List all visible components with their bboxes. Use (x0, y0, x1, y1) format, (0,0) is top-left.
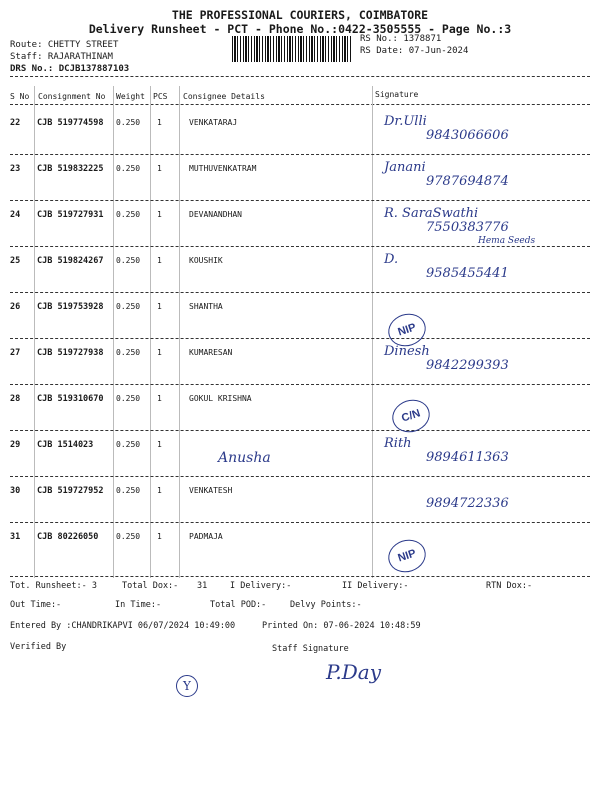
row-weight: 0.250 (116, 348, 141, 357)
column-line (113, 86, 114, 578)
column-line (372, 86, 373, 578)
row-pcs: 1 (157, 394, 162, 403)
row-weight: 0.250 (116, 302, 141, 311)
row-pcs: 1 (157, 118, 162, 127)
tot-runsheet: Tot. Runsheet:- 3 (10, 581, 97, 591)
handwritten-note: Hema Seeds (478, 236, 536, 246)
col-weight: Weight (116, 92, 145, 101)
row-sno: 24 (10, 210, 21, 220)
row-consignment-no: CJB 519727952 (37, 486, 104, 496)
row-weight: 0.250 (116, 486, 141, 495)
row-sno: 30 (10, 486, 21, 496)
row-consignee: DEVANANDHAN (189, 210, 242, 219)
column-line (179, 86, 180, 578)
row-divider (10, 200, 590, 201)
row-weight: 0.250 (116, 118, 141, 127)
circled-mark: Y (176, 675, 198, 697)
handwritten-phone: 9843066606 (426, 128, 509, 143)
row-consignment-no: CJB 519832225 (37, 164, 104, 174)
row-sno: 25 (10, 256, 21, 266)
row-consignment-no: CJB 519753928 (37, 302, 104, 312)
divider (10, 104, 590, 105)
row-pcs: 1 (157, 210, 162, 219)
row-weight: 0.250 (116, 164, 141, 173)
out-time: Out Time:- (10, 600, 62, 610)
row-pcs: 1 (157, 486, 162, 495)
handwritten-phone: 9585455441 (426, 266, 509, 281)
row-consignee: SHANTHA (189, 302, 223, 311)
rs-date: RS Date: 07-Jun-2024 (360, 46, 469, 56)
row-consignment-no: CJB 519774598 (37, 118, 104, 128)
row-sno: 23 (10, 164, 21, 174)
column-line (34, 86, 35, 578)
col-consignee: Consignee Details (183, 92, 265, 101)
row-sno: 22 (10, 118, 21, 128)
row-consignee: VENKATESH (189, 486, 233, 495)
handwritten-phone: 9787694874 (426, 174, 509, 189)
row-consignment-no: CJB 519727931 (37, 210, 104, 220)
row-sno: 29 (10, 440, 21, 450)
divider (10, 76, 590, 77)
row-sno: 31 (10, 532, 21, 542)
handwritten-signature: Janani (384, 160, 426, 175)
row-sno: 27 (10, 348, 21, 358)
nip-stamp: NIP (384, 309, 430, 351)
handwritten-phone: 9842299393 (426, 358, 509, 373)
col-signature: Signature (375, 90, 419, 99)
row-divider (10, 338, 590, 339)
row-divider (10, 384, 590, 385)
row-consignee: PADMAJA (189, 532, 223, 541)
staff-signature: P.Day (326, 660, 382, 684)
rtn-dox: RTN Dox:- (486, 581, 533, 591)
row-sno: 26 (10, 302, 21, 312)
col-sno: S No (10, 92, 30, 101)
handwritten-signature: Dr.Ulli (384, 114, 427, 129)
verified-by: Verified By (10, 642, 67, 652)
rs-number: RS No.: 1378871 (360, 34, 442, 44)
handwritten-phone: 9894722336 (426, 496, 509, 511)
col-consignment: Consignment No (38, 92, 106, 101)
row-divider (10, 522, 590, 523)
column-line (150, 86, 151, 578)
row-weight: 0.250 (116, 440, 141, 449)
nip-stamp: NIP (384, 535, 430, 577)
i-delivery: I Delivery:- (230, 581, 292, 591)
handwritten-phone: 9894611363 (426, 450, 509, 465)
row-consignment-no: CJB 519310670 (37, 394, 104, 404)
row-divider (10, 154, 590, 155)
handwritten-signature: Dinesh (384, 344, 430, 359)
route-label: Route: CHETTY STREET (10, 40, 119, 50)
handwritten-signature: D. (384, 252, 399, 267)
row-consignee: VENKATARAJ (189, 118, 238, 127)
handwritten-signature: Rith (384, 436, 412, 451)
row-pcs: 1 (157, 302, 162, 311)
row-divider (10, 430, 590, 431)
row-consignment-no: CJB 519727938 (37, 348, 104, 358)
row-consignment-no: CJB 1514023 (37, 440, 94, 450)
row-divider (10, 476, 590, 477)
entered-by: Entered By :CHANDRIKAPVI 06/07/2024 10:49:00 (10, 621, 236, 631)
row-consignee: MUTHUVENKATRAM (189, 164, 257, 173)
row-divider (10, 292, 590, 293)
row-pcs: 1 (157, 532, 162, 541)
company-title: THE PROFESSIONAL COURIERS, COIMBATORE (171, 8, 429, 22)
row-consignment-no: CJB 80226050 (37, 532, 99, 542)
ii-delivery: II Delivery:- (342, 581, 409, 591)
row-consignee: GOKUL KRISHNA (189, 394, 252, 403)
total-dox-value: 31 (197, 581, 208, 591)
handwritten-name: Anusha (218, 450, 271, 466)
row-consignee: KOUSHIK (189, 256, 223, 265)
row-weight: 0.250 (116, 210, 141, 219)
row-sno: 28 (10, 394, 21, 404)
total-pod: Total POD:- (210, 600, 267, 610)
row-pcs: 1 (157, 164, 162, 173)
staff-signature-label: Staff Signature (272, 644, 349, 654)
row-consignment-no: CJB 519824267 (37, 256, 104, 266)
row-pcs: 1 (157, 256, 162, 265)
in-time: In Time:- (115, 600, 162, 610)
printed-on: Printed On: 07-06-2024 10:48:59 (262, 621, 421, 631)
handwritten-phone: 7550383776 (426, 220, 509, 235)
cn-stamp: C/N (388, 395, 434, 437)
row-consignee: KUMARESAN (189, 348, 233, 357)
barcode-image (232, 36, 352, 62)
divider (10, 576, 590, 577)
row-pcs: 1 (157, 348, 162, 357)
handwritten-signature: R. SaraSwathi (384, 206, 479, 221)
runsheet-subtitle: Delivery Runsheet - PCT - Phone No.:0422-3505555 - Page No.:3 (88, 22, 512, 36)
staff-label: Staff: RAJARATHINAM (10, 52, 113, 62)
row-weight: 0.250 (116, 532, 141, 541)
drs-number: DRS No.: DCJB137887103 (10, 64, 130, 74)
row-weight: 0.250 (116, 394, 141, 403)
col-pcs: PCS (153, 92, 168, 101)
row-pcs: 1 (157, 440, 162, 449)
row-weight: 0.250 (116, 256, 141, 265)
delvy-points: Delvy Points:- (290, 600, 362, 610)
row-divider (10, 246, 590, 247)
total-dox-label: Total Dox:- (122, 581, 179, 591)
